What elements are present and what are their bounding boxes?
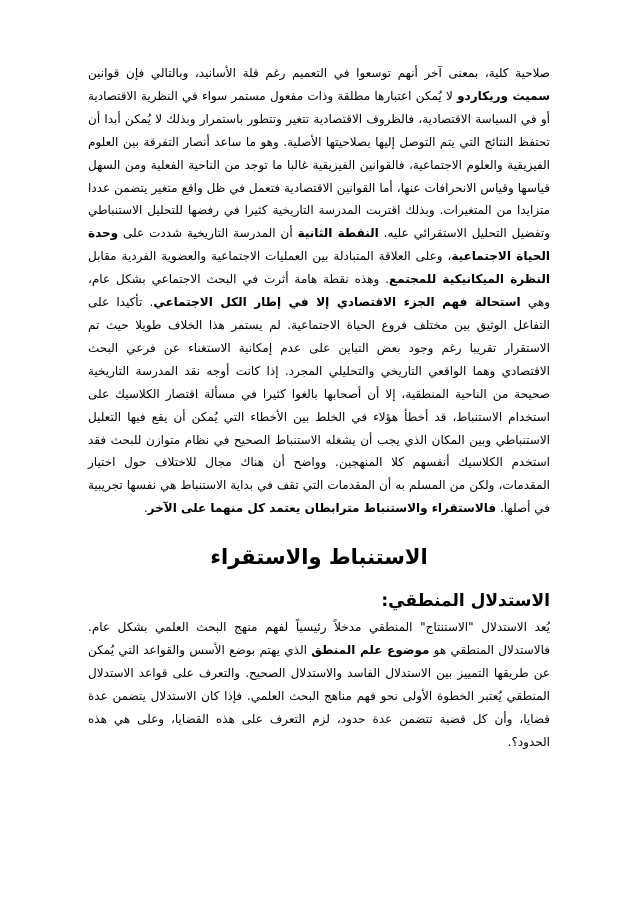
paragraph-text: . تأكيدا على التفاعل الوثيق بين مختلف فروع الحياة الاجتماعية. لم يستمر هذا الخلاف طويلا حيث تم الاستقرار تقريبا رغم وجود بعض التباين على عدم إمكانية الاستغناء عن فرعي البحث الاقتصادي وهما الواقعي التاريخي والتحليلي المجرد. إذا كانت أوجه نقد المدرسة التاريخية صحيحة من الناحية المنطقية، إلا أن أصحابها بالغوا كثيرا في مسألة اقتصار الكلاسيك على استخدام الاستنباط، قد أخطأ هؤلاء في الخلط بين الأخطاء التي يُمكن أن يقع فيها التعليل الاستنباطي وبين المكان الذي يجب أن يشغله الاستنباط الصحيح في نظام متوازن للبحث فقد استخدم الكلاسيك أنفسهم كلا المنهجين. وواضح أن هناك مجال للاختلاف حول اختيار المقدمات، ولكن من المسلم به أن المقدمات التي تقف في بداية الاستنباط هي نفسها تجريبية في أصلها. — [88, 295, 550, 516]
paragraph-text: يُعد الاستدلال "الاستنتاج" المنطقي مدخلاً رئيسياً لفهم منهج البحث العلمي بشكل عام. فالاستدلال المنطقي هو — [88, 620, 551, 658]
paragraph-text: أن المدرسة التاريخية شددت على — [118, 226, 298, 241]
bold-phrase: موضوع علم المنطق — [311, 643, 430, 658]
bold-phrase: وحدة الحياة الاجتماعية — [88, 226, 550, 264]
paragraph-text: صلاحية كلية، بمعنى آخر أنهم توسعوا في التعميم رغم قلة الأسانيد، وبالتالي فإن قوانين — [88, 66, 550, 80]
paragraph-text: الذي يهتم بوضع الأسس والقواعد التي يُمكن عن طريقها التمييز بين الاستدلال الفاسد والاستدلال الصحيح. والتعرف على قواعد الاستدلال المنطقي يُعتبر الخطوة الأولى نحو فهم مناهج البحث العلمي. فإذا كان الاستدلال يتضمن عدة قضايا، وأن كل قضية تتضمن عدة حدود، لزم التعرف على هذه القضايا، وعلى هي هذه الحدود؟. — [88, 643, 550, 749]
bold-phrase: النقطة الثانية — [297, 226, 379, 241]
paragraph-text: . وهذه نقطة هامة أثرت في البحث الاجتماعي بشكل عام، وهي — [88, 272, 550, 310]
bold-phrase: النظرة الميكانيكية للمجتمع — [388, 272, 550, 287]
body-paragraph-2 — [88, 616, 550, 753]
bold-phrase: فالاستقراء والاستنباط مترابطان يعتمد كل منهما على الآخر — [147, 501, 497, 516]
section-heading: الاستنباط والاستقراء — [210, 545, 428, 570]
paragraph-text: . — [143, 501, 148, 516]
bold-phrase: استحالة فهم الجزء الاقتصادي إلا في إطار الكل الاجتماعي — [153, 295, 521, 310]
body-paragraph-1 — [88, 62, 550, 520]
subsection-heading: الاستدلال المنطقي: — [381, 591, 550, 612]
paragraph-text: ، وعلى العلاقة المتبادلة بين العمليات الاجتماعية والعضوية الفردية مقابل — [88, 249, 452, 264]
paragraph-text: لا يُمكن اعتبارها مطلقة وذات مفعول مستمر سواء في النظرية الاقتصادية أو في السياسة الاقتصادية، فالظروف الاقتصادية تتغير وتتطور باستمرار وبذلك لا يُمكن أبدا أن تحتفظ النتائج التي يتم التوصل إليها بصلاحيتها الأصلية. وهو ما ساعد أنصار التفرقة بين العلوم الفيزيقية والعلوم الاجتماعية، فالقوانين الفيزيقية غالبا ما توجد من الناحية الفعلية ومن السهل قياسها وقياس الانحرافات عنها، أما القوانين الاقتصادية فتعمل في ظل واقع متغير يتضمن عددا متزايدا من المتغيرات. وبذلك اقتربت المدرسة التاريخية كثيرا في رفضها للتحليل الاستنباطي وتفضيل التحليل الاستقرائي عليه. — [88, 88, 550, 241]
bold-phrase: سميث وريكاردو — [457, 88, 550, 103]
